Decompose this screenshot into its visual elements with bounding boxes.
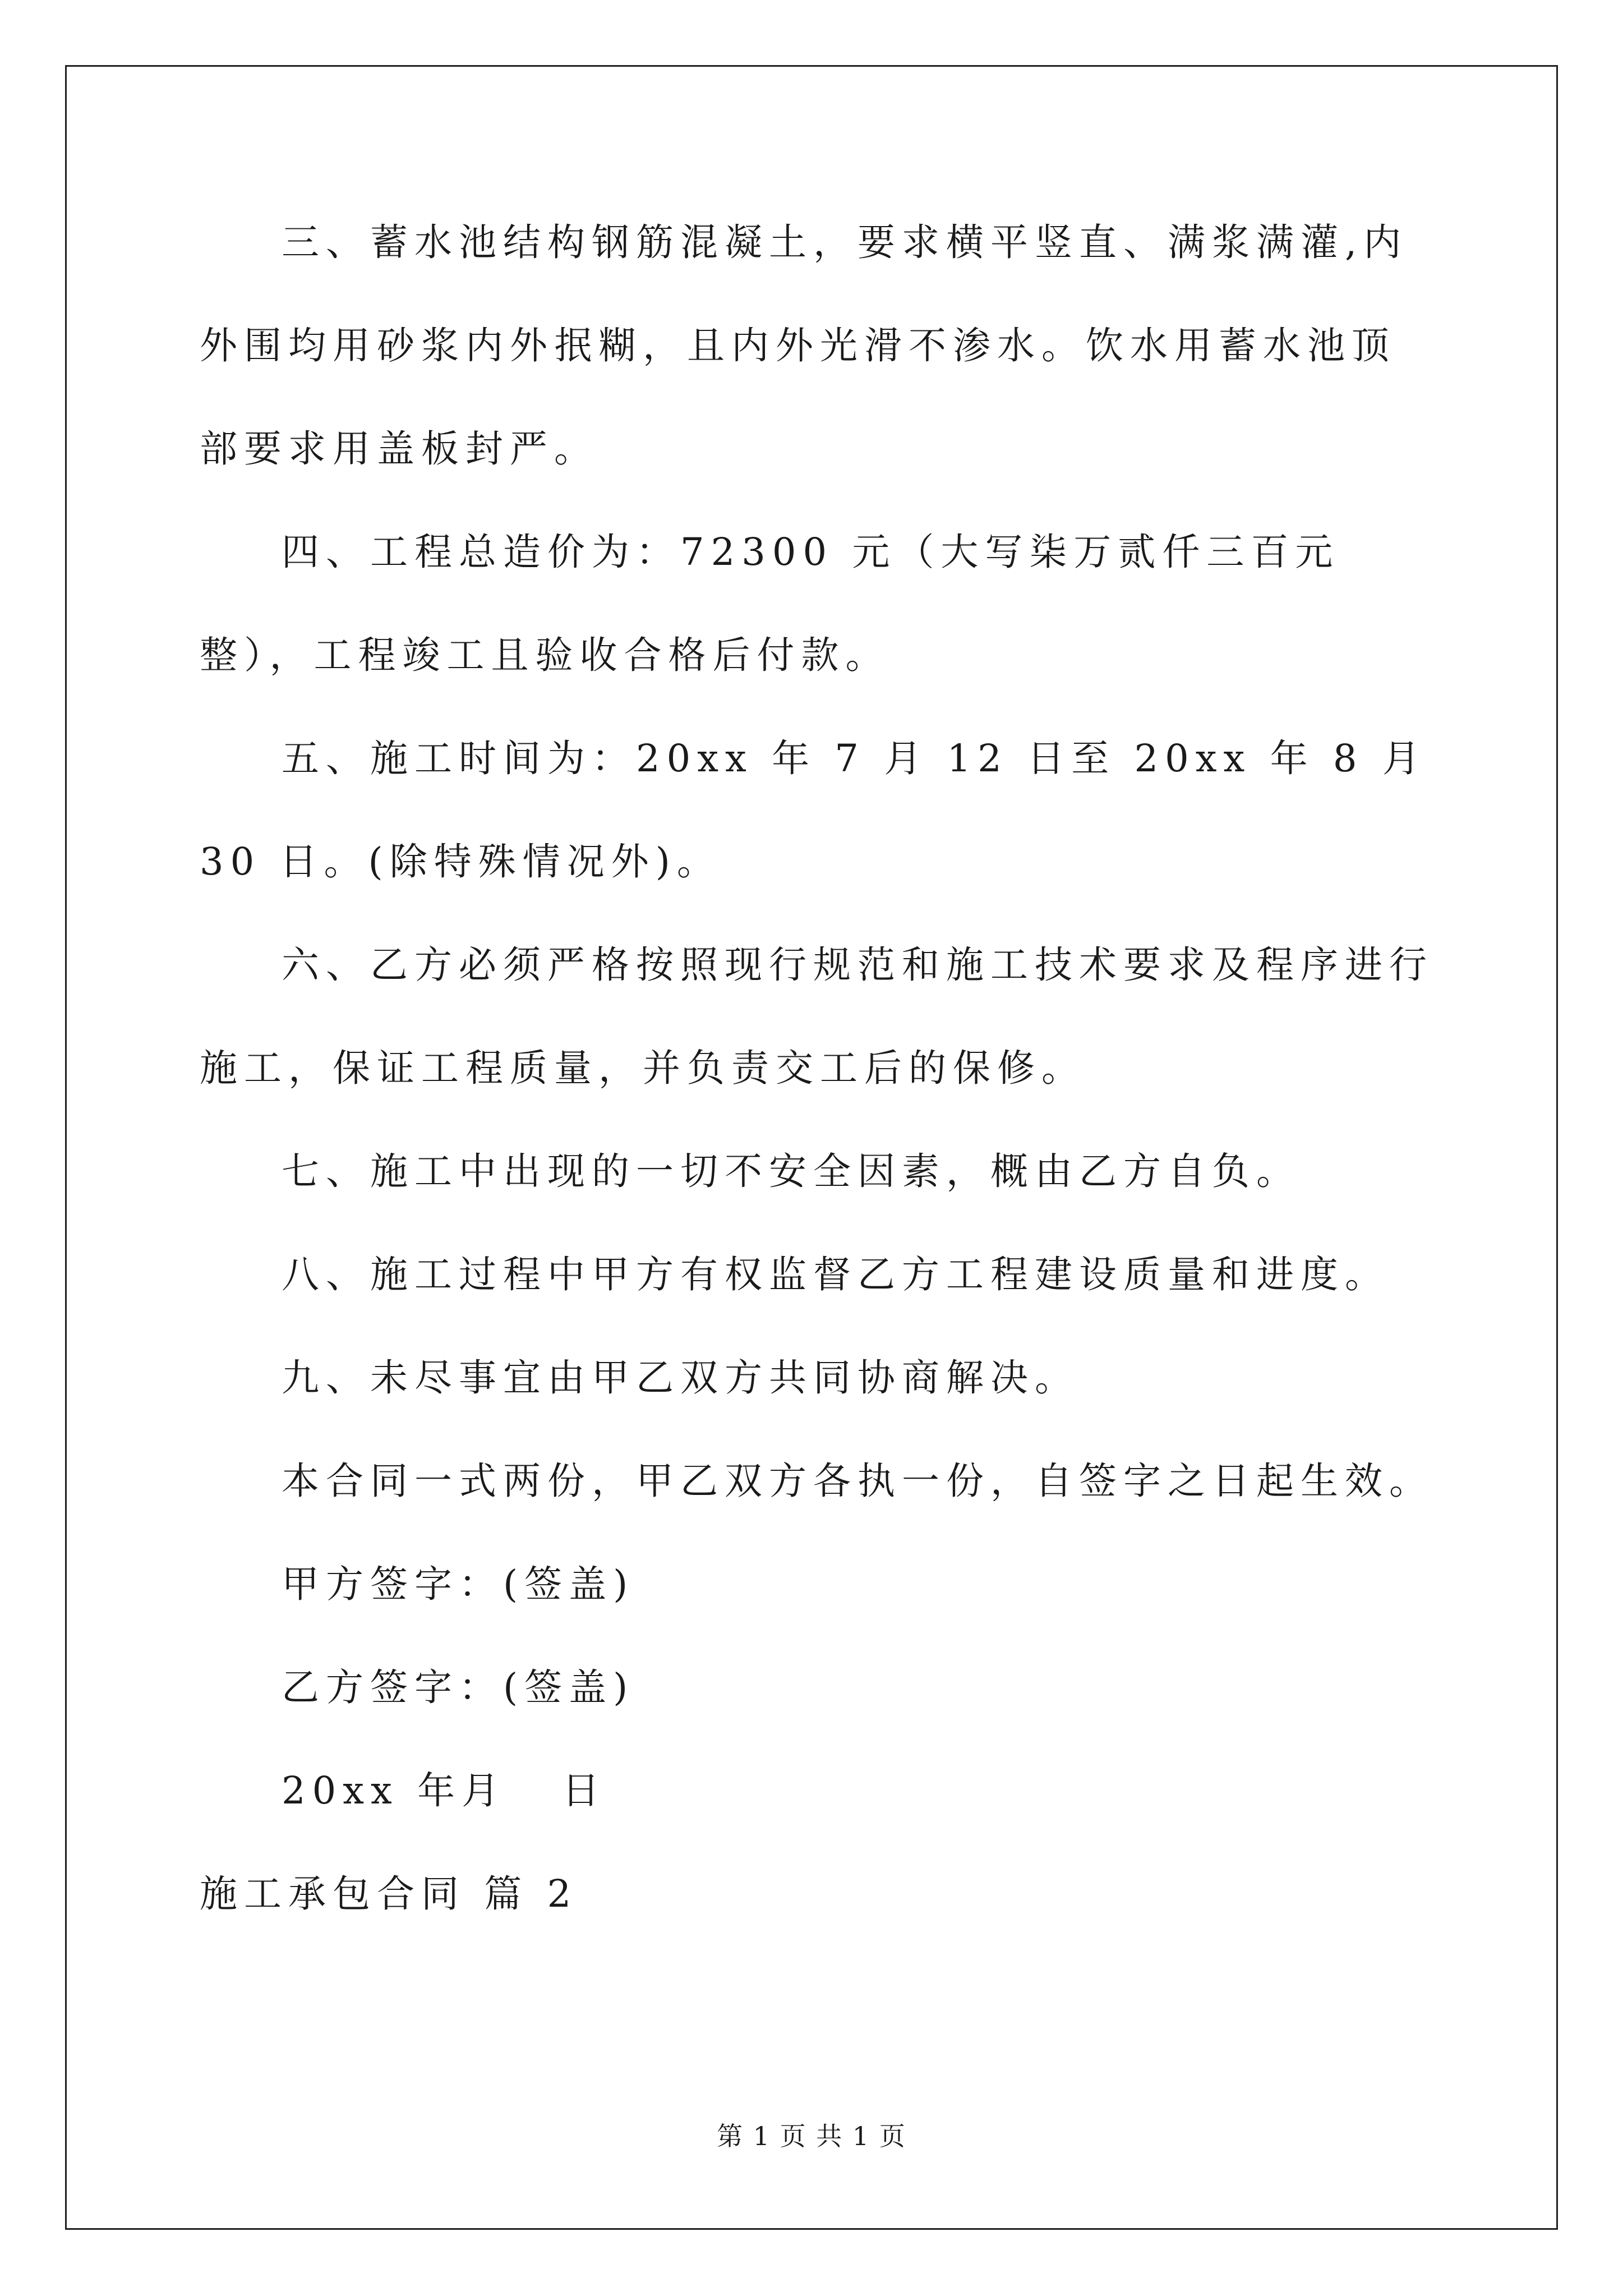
contract-copies-clause: 本合同一式两份，甲乙双方各执一份，自签字之日起生效。 bbox=[282, 1459, 1433, 1503]
party-a-signature: 甲方签字：(签盖) bbox=[282, 1562, 635, 1606]
page-footer: 第 1 页 共 1 页 bbox=[717, 2121, 906, 2151]
document-body bbox=[200, 191, 1433, 1945]
clause-7: 七、施工中出现的一切不安全因素，概由乙方自负。 bbox=[282, 1149, 1301, 1193]
clause-9: 九、未尽事宜由甲乙双方共同协商解决。 bbox=[282, 1356, 1079, 1400]
clause-8: 八、施工过程中甲方有权监督乙方工程建设质量和进度。 bbox=[282, 1253, 1389, 1296]
clause-6: 六、乙方必须严格按照现行规范和施工技术要求及程序进行施工，保证工程质量，并负责交工后的保修。 bbox=[200, 943, 1433, 1090]
clause-5: 五、施工时间为：20xx 年 7 月 12 日至 20xx 年 8 月 30 日。(除特殊情况外)。 bbox=[200, 737, 1427, 884]
signature-date: 20xx 年月 日 bbox=[282, 1769, 607, 1812]
section-heading: 施工承包合同 篇 2 bbox=[200, 1872, 578, 1916]
party-b-signature: 乙方签字：(签盖) bbox=[282, 1665, 635, 1709]
clause-4: 四、工程总造价为：72300 元（大写柒万贰仟三百元整），工程竣工且验收合格后付款。 bbox=[200, 530, 1340, 677]
clause-3: 三、蓄水池结构钢筋混凝土，要求横平竖直、满浆满灌,内外围均用砂浆内外抿糊，且内外光滑不渗水。饮水用蓄水池顶部要求用盖板封严。 bbox=[200, 220, 1408, 471]
